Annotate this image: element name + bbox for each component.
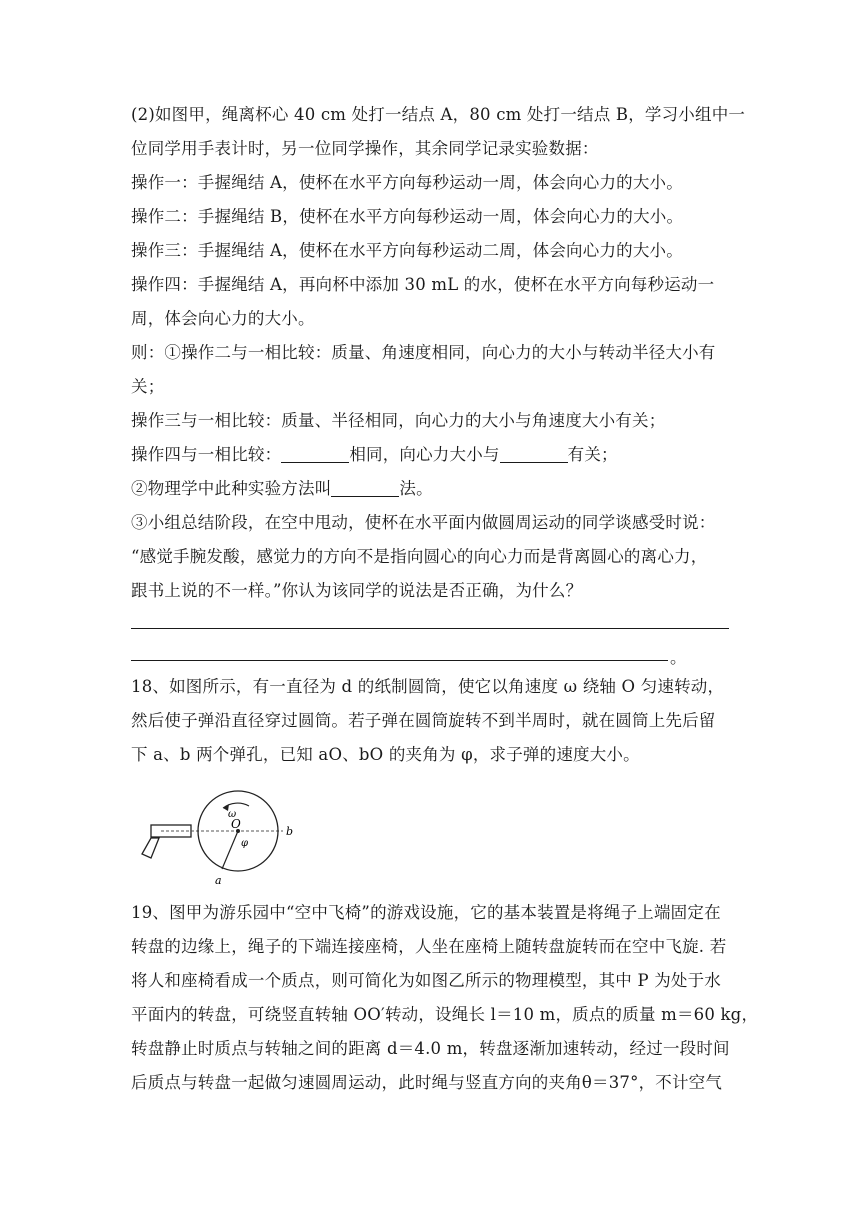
q17-summary-line-3: 跟书上说的不一样。”你认为该同学的说法是否正确，为什么？ xyxy=(131,581,583,600)
q19-line-5: 转盘静止时质点与转轴之间的距离 d＝4.0 m，转盘逐渐加速转动，经过一段时间 xyxy=(131,1039,730,1058)
answer-line-1[interactable] xyxy=(131,628,729,629)
q17-conclusion-3-part-b: 相同，向心力大小与 xyxy=(349,445,500,464)
q18-line-3: 下 a、b 两个弹孔，已知 aO、bO 的夹角为 φ，求子弹的速度大小。 xyxy=(131,745,640,764)
q17-operation-2: 操作二：手握绳结 B，使杯在水平方向每秒运动一周，体会向心力的大小。 xyxy=(131,207,684,226)
q19-line-2: 转盘的边缘上，绳子的下端连接座椅，人坐在座椅上随转盘旋转而在空中飞旋. 若 xyxy=(131,937,727,956)
q17-conclusion-1-line-2: 关； xyxy=(131,377,165,396)
gun-icon xyxy=(142,825,191,858)
radius-line-a xyxy=(222,831,238,869)
q17-operation-4-line-2: 周，体会向心力的大小。 xyxy=(131,309,315,328)
label-O: O xyxy=(231,817,241,831)
q17-summary-line-2: “感觉手腕发酸，感觉力的方向不是指向圆心的向心力而是背离圆心的离心力， xyxy=(131,547,708,566)
q17-conclusion-3-part-c: 有关； xyxy=(567,445,618,464)
q19-line-4: 平面内的转盘，可绕竖直转轴 OO′转动，设绳长 l＝10 m，质点的质量 m＝60 kg， xyxy=(131,1005,759,1024)
q17-conclusion-3 xyxy=(131,445,618,465)
answer-blank-1[interactable] xyxy=(281,446,349,463)
label-omega: ω xyxy=(228,809,237,820)
q17-intro-line-1: (2)如图甲，绳离杯心 40 cm 处打一结点 A，80 cm 处打一结点 B，学习小组中一 xyxy=(131,105,746,124)
label-b: b xyxy=(286,825,294,838)
q17-intro-line-2: 位同学用手表计时，另一位同学操作，其余同学记录实验数据： xyxy=(131,139,599,158)
rotating-cylinder-figure xyxy=(131,790,311,890)
q17-operation-4-line-1: 操作四：手握绳结 A，再向杯中添加 30 mL 的水，使杯在水平方向每秒运动一 xyxy=(131,275,715,294)
q17-conclusion-1-line-1: 则：①操作二与一相比较：质量、角速度相同，向心力的大小与转动半径大小有 xyxy=(131,343,716,362)
q17-operation-1: 操作一：手握绳结 A，使杯在水平方向每秒运动一周，体会向心力的大小。 xyxy=(131,173,683,192)
q17-method-part-b: 法。 xyxy=(399,479,433,498)
q19-line-1: 19、图甲为游乐园中“空中飞椅”的游戏设施，它的基本装置是将绳子上端固定在 xyxy=(131,903,721,922)
q17-method-part-a: ②物理学中此种实验方法叫 xyxy=(131,479,332,498)
q17-conclusion-3-part-a: 操作四与一相比较： xyxy=(131,445,282,464)
answer-end-mark: 。 xyxy=(670,648,687,667)
q18-line-2: 然后使子弹沿直径穿过圆筒。若子弹在圆筒旋转不到半周时，就在圆筒上先后留 xyxy=(131,711,716,730)
q18-line-1: 18、如图所示，有一直径为 d 的纸制圆筒，使它以角速度 ω 绕轴 O 匀速转动， xyxy=(131,677,725,696)
answer-blank-3[interactable] xyxy=(331,480,399,497)
q19-line-3: 将人和座椅看成一个质点，则可简化为如图乙所示的物理模型，其中 P 为处于水 xyxy=(131,971,721,990)
q19-line-6: 后质点与转盘一起做匀速圆周运动，此时绳与竖直方向的夹角θ＝37°，不计空气 xyxy=(131,1073,723,1092)
q17-operation-3: 操作三：手握绳结 A，使杯在水平方向每秒运动二周，体会向心力的大小。 xyxy=(131,241,683,260)
label-phi: φ xyxy=(241,838,249,849)
answer-line-2[interactable] xyxy=(131,660,668,661)
q17-method xyxy=(131,479,433,499)
q17-conclusion-2: 操作三与一相比较：质量、半径相同，向心力的大小与角速度大小有关； xyxy=(131,411,666,430)
label-a: a xyxy=(215,874,222,887)
q17-summary-line-1: ③小组总结阶段，在空中甩动，使杯在水平面内做圆周运动的同学谈感受时说： xyxy=(131,513,716,532)
answer-blank-2[interactable] xyxy=(500,446,568,463)
